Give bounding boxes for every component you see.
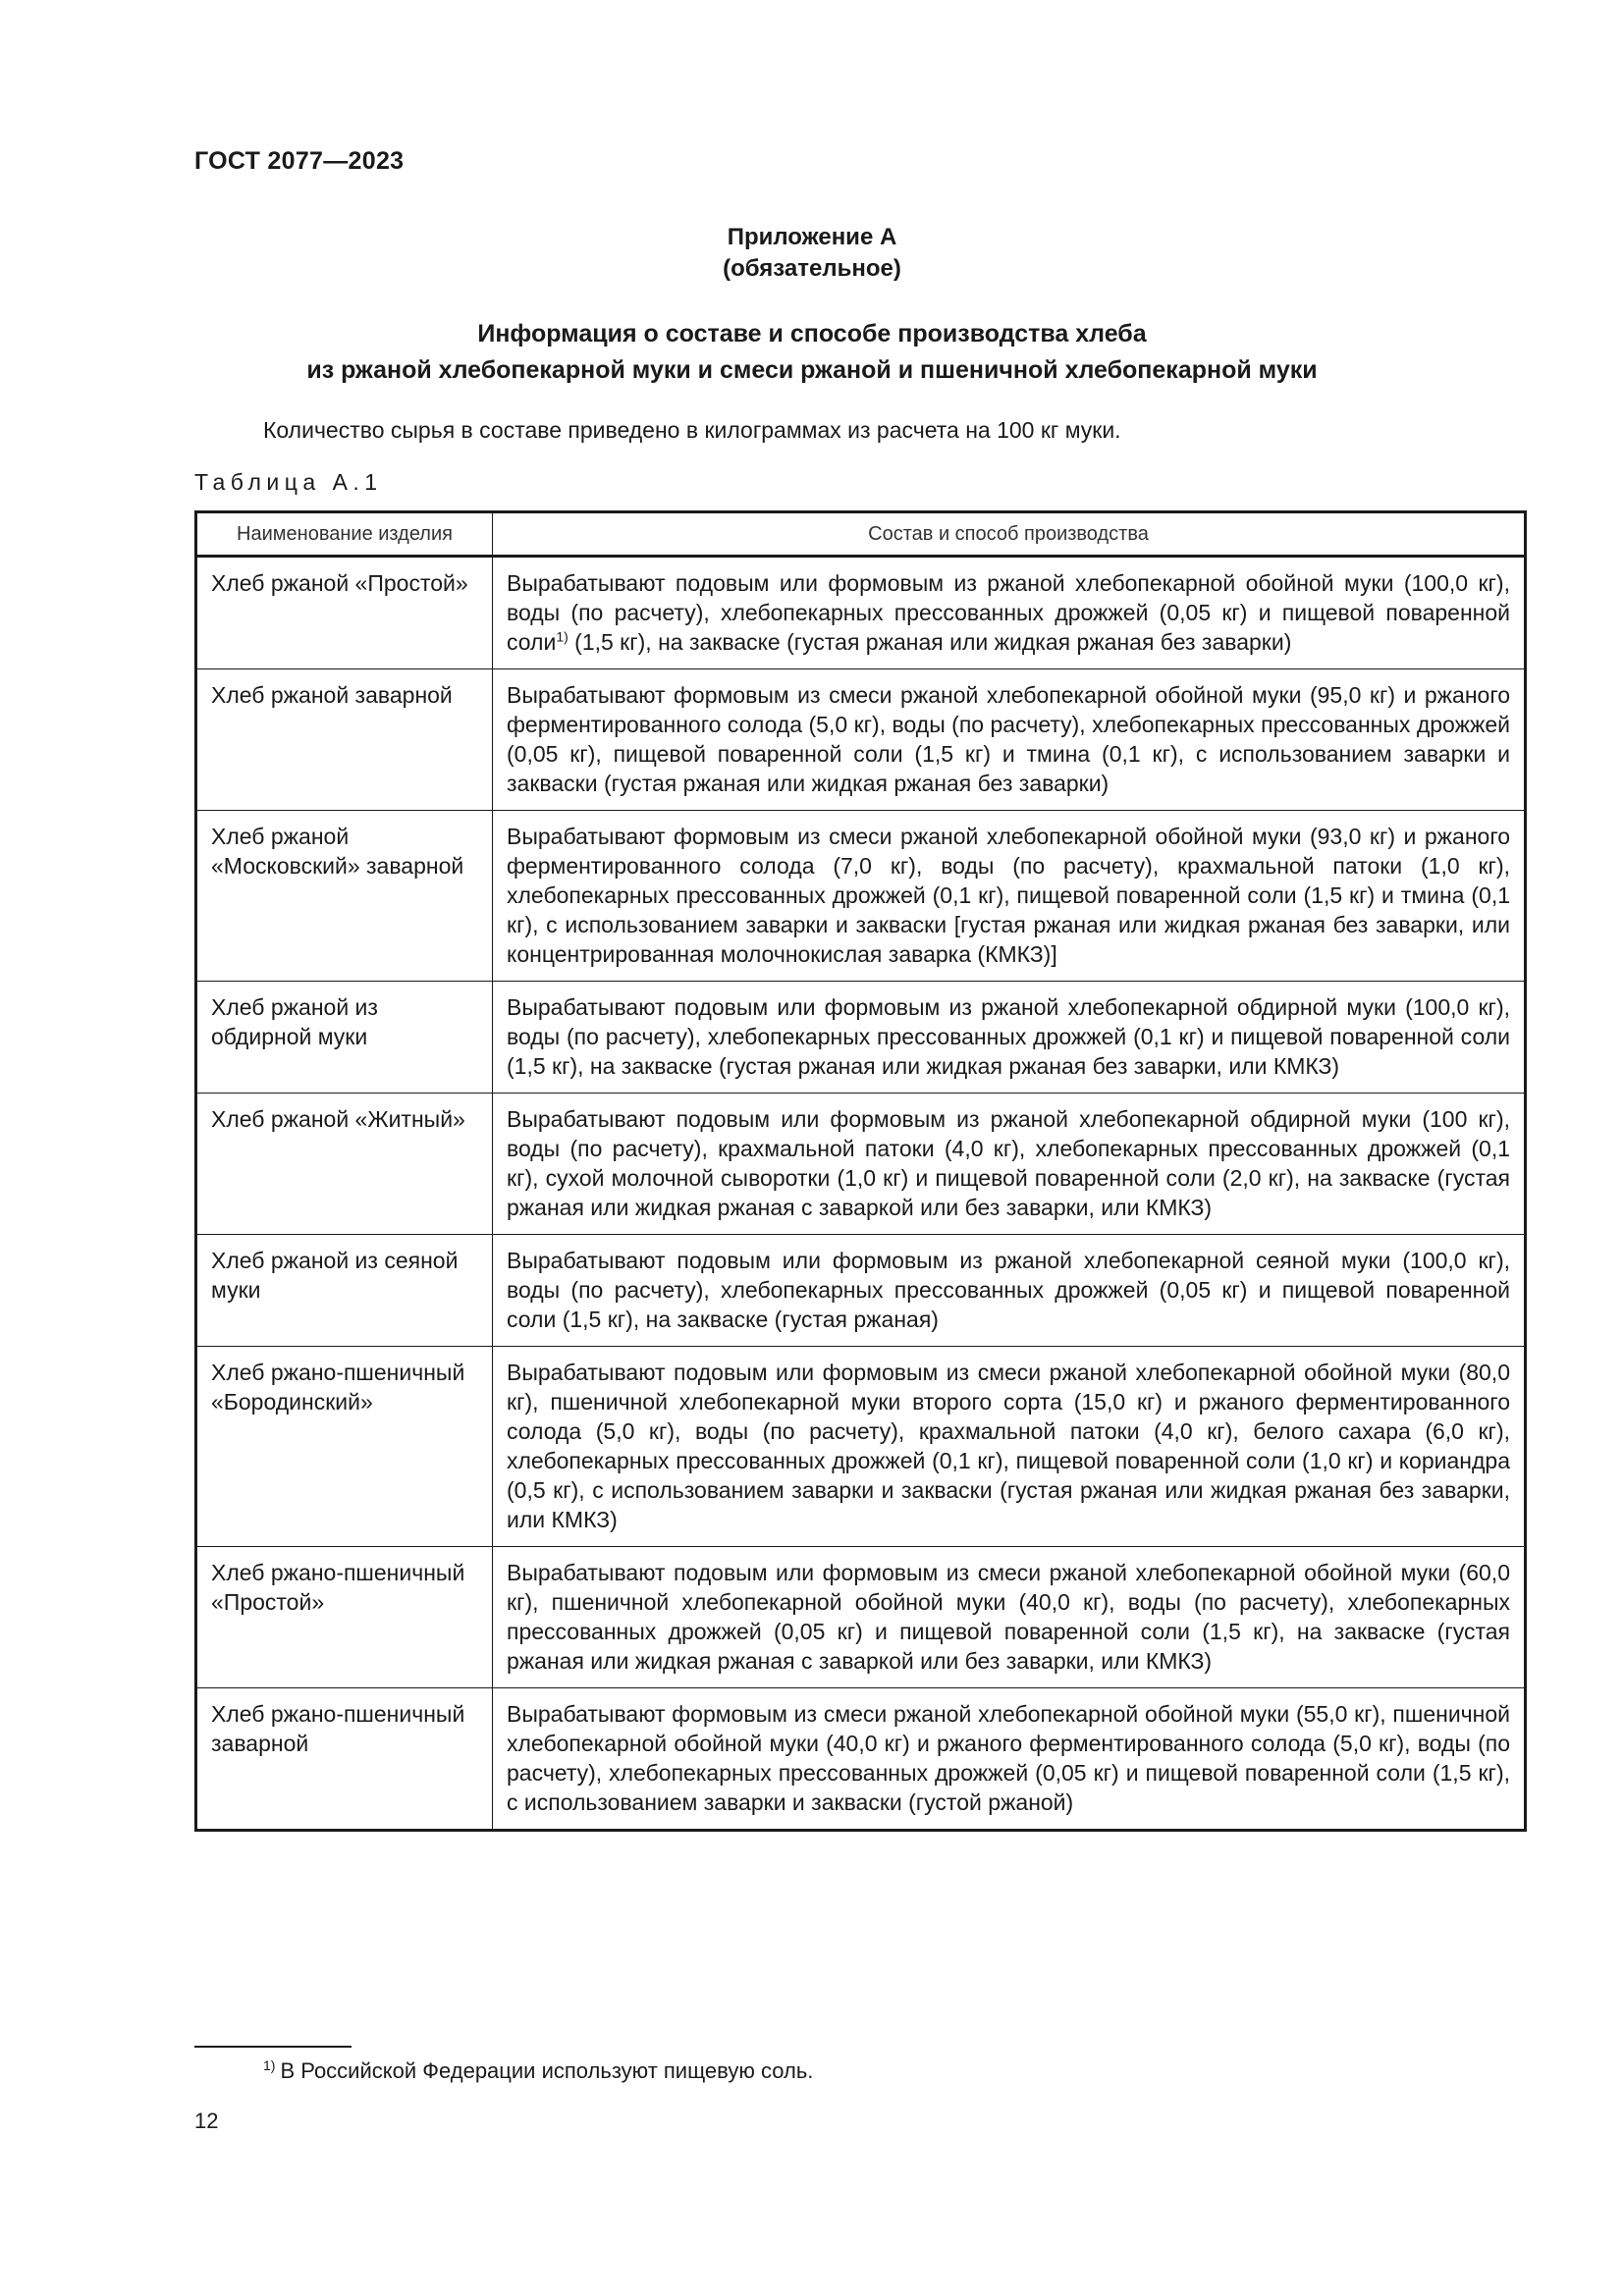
table-row xyxy=(196,1688,1526,1831)
product-name-cell: Хлеб ржано-пшеничный «Бородинский» xyxy=(196,1347,493,1547)
product-name-cell: Хлеб ржаной «Простой» xyxy=(196,557,493,669)
product-name-cell: Хлеб ржаной заварной xyxy=(196,669,493,811)
composition-cell xyxy=(493,557,1526,669)
appendix-heading xyxy=(0,222,1624,285)
composition-cell: Вырабатывают подовым или формовым из смеси ржаной хлебопекарной обойной муки (80,0 кг), пшеничной хлебопекарной муки второго сорта (15,0 кг) и ржаного ферментированного солода (5,0 кг), воды (по расчету), крахмальной патоки (4,0 кг), белого сахара (6,0 кг), хлебопекарных прессованных дрожжей (0,1 кг), пищевой поваренной соли (1,0 кг) и кориандра (0,5 кг), с использованием заварки и закваски (густая ржаная или жидкая ржаная без заварки, или КМКЗ) xyxy=(493,1347,1526,1547)
footnote-marker: 1) xyxy=(263,2056,276,2073)
table-row xyxy=(196,1235,1526,1347)
footnote xyxy=(263,2058,813,2084)
table-row xyxy=(196,669,1526,811)
title-line-2: из ржаной хлебопекарной муки и смеси ржаной и пшеничной хлебопекарной муки xyxy=(306,356,1318,384)
footnote-divider xyxy=(194,2046,352,2048)
standard-code: ГОСТ 2077—2023 xyxy=(194,147,405,175)
appendix-status: (обязательное) xyxy=(723,255,901,282)
table-row xyxy=(196,1347,1526,1547)
title-line-1: Информация о составе и способе производства хлеба xyxy=(477,320,1147,347)
composition-cell: Вырабатывают формовым из смеси ржаной хлебопекарной обойной муки (93,0 кг) и ржаного ферментированного солода (7,0 кг), воды (по расчету), крахмальной патоки (1,0 кг), хлебопекарных прессованных дрожжей (0,1 кг), пищевой поваренной соли (1,5 кг) и тмина (0,1 кг), с использованием заварки и закваски [густая ржаная или жидкая ржаная без заварки, или концентрированная молочнокислая заварка (КМКЗ)] xyxy=(493,811,1526,982)
product-name-cell: Хлеб ржаной из обдирной муки xyxy=(196,982,493,1094)
composition-cell: Вырабатывают формовым из смеси ржаной хлебопекарной обойной муки (55,0 кг), пшеничной хлебопекарной обойной муки (40,0 кг) и ржаного ферментированного солода (5,0 кг), воды (по расчету), хлебопекарных прессованных дрожжей (0,05 кг) и пищевой поваренной соли (1,5 кг), с использованием заварки и закваски (густой ржаной) xyxy=(493,1688,1526,1831)
header-product-name: Наименование изделия xyxy=(196,512,493,557)
product-name-cell: Хлеб ржаной «Житный» xyxy=(196,1094,493,1235)
table-row xyxy=(196,1547,1526,1688)
table-row xyxy=(196,557,1526,669)
table-row xyxy=(196,811,1526,982)
composition-table xyxy=(194,510,1527,1832)
table-label: Таблица А.1 xyxy=(194,469,383,495)
document-title xyxy=(0,316,1624,389)
footnote-ref: 1) xyxy=(556,628,568,645)
composition-cell: Вырабатывают подовым или формовым из ржаной хлебопекарной сеяной муки (100,0 кг), воды (по расчету), хлебопекарных прессованных дрожжей (0,05 кг) и пищевой поваренной соли (1,5 кг), на закваске (густая ржаная) xyxy=(493,1235,1526,1347)
table-row xyxy=(196,1094,1526,1235)
composition-cell: Вырабатывают формовым из смеси ржаной хлебопекарной обойной муки (95,0 кг) и ржаного ферментированного солода (5,0 кг), воды (по расчету), хлебопекарных прессованных дрожжей (0,05 кг), пищевой поваренной соли (1,5 кг) и тмина (0,1 кг), с использованием заварки и закваски (густая ржаная или жидкая ржаная без заварки) xyxy=(493,669,1526,811)
product-name-cell: Хлеб ржаной из сеяной муки xyxy=(196,1235,493,1347)
product-name-cell: Хлеб ржано-пшеничный «Простой» xyxy=(196,1547,493,1688)
composition-text: (1,5 кг), на закваске (густая ржаная или жидкая ржаная без заварки) xyxy=(568,629,1292,655)
product-name-cell: Хлеб ржаной «Московский» заварной xyxy=(196,811,493,982)
page-number: 12 xyxy=(194,2109,219,2133)
composition-cell: Вырабатывают подовым или формовым из смеси ржаной хлебопекарной обойной муки (60,0 кг), пшеничной хлебопекарной обойной муки (40,0 кг), воды (по расчету), хлебопекарных прессованных дрожжей (0,05 кг) и пищевой поваренной соли (1,5 кг), на закваске (густая ржаная или жидкая ржаная с заваркой или без заварки, или КМКЗ) xyxy=(493,1547,1526,1688)
table-header-row xyxy=(196,512,1526,557)
intro-paragraph: Количество сырья в составе приведено в килограммах из расчета на 100 кг муки. xyxy=(263,417,1121,443)
header-composition: Состав и способ производства xyxy=(493,512,1526,557)
composition-cell: Вырабатывают подовым или формовым из ржаной хлебопекарной обдирной муки (100,0 кг), воды (по расчету), хлебопекарных прессованных дрожжей (0,1 кг) и пищевой поваренной соли (1,5 кг), на закваске (густая ржаная или жидкая ржаная без заварки, или КМКЗ) xyxy=(493,982,1526,1094)
appendix-label: Приложение А xyxy=(727,224,897,250)
composition-text: Вырабатывают подовым или формовым из ржаной хлебопекарной обойной муки (100,0 кг), воды (по расчету), хлебопекарных прессованных дрожжей (0,05 кг) и пищевой поваренной соли xyxy=(507,570,1510,655)
composition-cell: Вырабатывают подовым или формовым из ржаной хлебопекарной обдирной муки (100 кг), воды (по расчету), крахмальной патоки (4,0 кг), хлебопекарных прессованных дрожжей (0,1 кг), сухой молочной сыворотки (1,0 кг) и пищевой поваренной соли (2,0 кг), на закваске (густая ржаная или жидкая ржаная с заваркой или без заварки, или КМКЗ) xyxy=(493,1094,1526,1235)
footnote-text: В Российской Федерации используют пищевую соль. xyxy=(280,2058,814,2083)
table-row xyxy=(196,982,1526,1094)
product-name-cell: Хлеб ржано-пшеничный заварной xyxy=(196,1688,493,1831)
